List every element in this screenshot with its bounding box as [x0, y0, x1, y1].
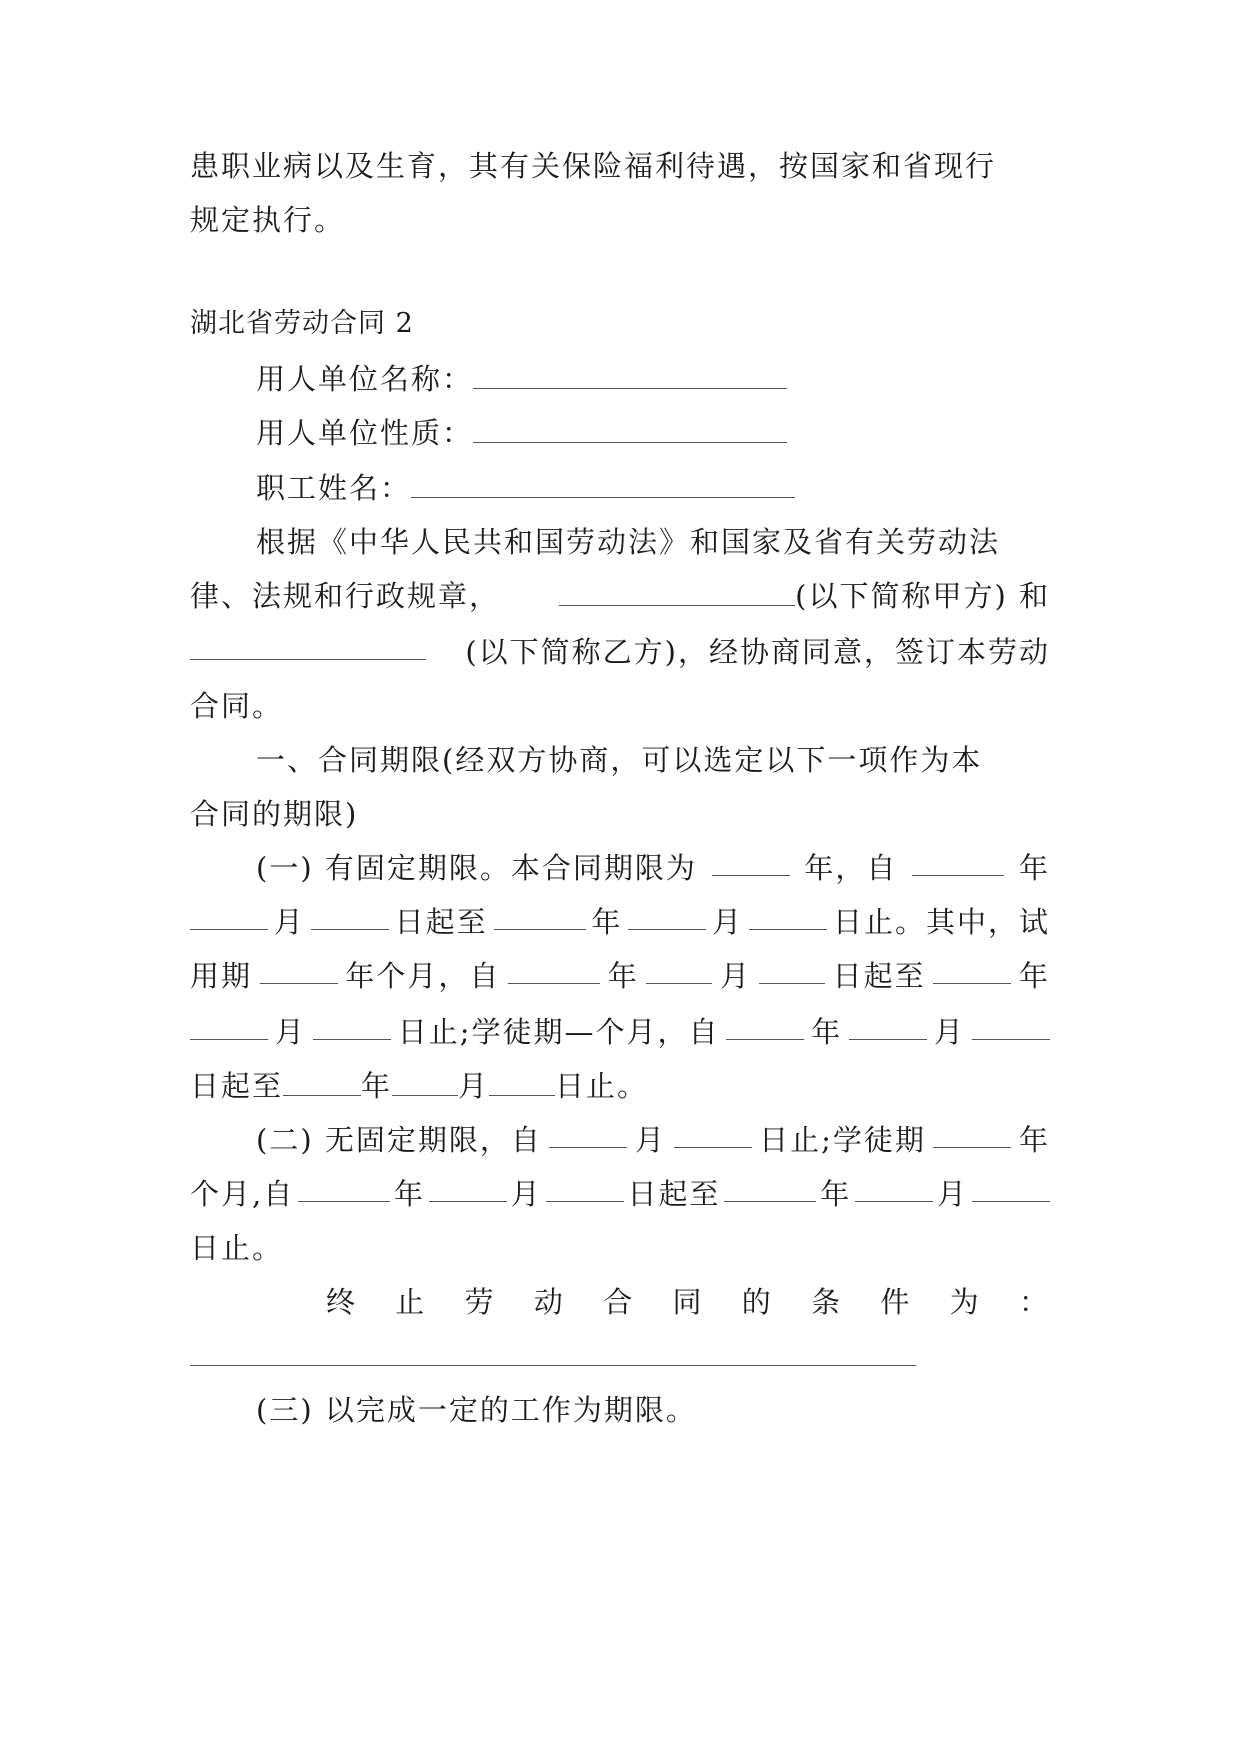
blank[interactable]	[724, 1174, 816, 1202]
fixed-term-line-4: 月 日止;学徒期—个月，自 年 月	[190, 1012, 1050, 1052]
blank[interactable]	[494, 902, 586, 930]
blank[interactable]	[933, 956, 1011, 984]
blank[interactable]	[489, 1068, 555, 1096]
blank[interactable]	[311, 902, 389, 930]
unit-name-blank[interactable]	[473, 361, 787, 389]
blank[interactable]	[628, 902, 706, 930]
paragraph-line: 合同。	[190, 689, 284, 723]
fixed-term-line-3: 用期 年个月，自 年 月 日起至 年	[190, 956, 1050, 996]
party-a-blank[interactable]	[559, 578, 795, 606]
blank[interactable]	[674, 1120, 752, 1148]
paragraph-line: 根据《中华人民共和国劳动法》和国家及省有关劳动法	[256, 525, 1001, 559]
blank[interactable]	[260, 956, 338, 984]
fixed-term-line-1: (一) 有固定期限。本合同期限为 年，自 年	[256, 848, 1050, 888]
blank[interactable]	[546, 1174, 624, 1202]
unit-nature-field	[256, 413, 856, 453]
blank[interactable]	[508, 956, 600, 984]
blank[interactable]	[759, 956, 825, 984]
open-term-line-1: (二) 无固定期限，自 月 日止;学徒期 年	[256, 1120, 1050, 1160]
blank[interactable]	[912, 848, 1004, 876]
paragraph-line: 患职业病以及生育，其有关保险福利待遇，按国家和省现行	[190, 149, 997, 183]
paragraph-line: 律、法规和行政规章， (以下简称甲方) 和	[190, 579, 1050, 613]
blank[interactable]	[429, 1174, 507, 1202]
unit-name-label: 用人单位名称：	[256, 362, 474, 396]
open-term-line-2: 个月,自 年 月 日起至 年 月	[190, 1174, 1050, 1214]
blank[interactable]	[313, 1012, 391, 1040]
blank[interactable]	[972, 1012, 1050, 1040]
paragraph-line: 规定执行。	[190, 203, 346, 237]
blank[interactable]	[855, 1174, 933, 1202]
blank[interactable]	[283, 1068, 361, 1096]
unit-name-field	[256, 359, 856, 399]
blank[interactable]	[190, 1012, 268, 1040]
blank[interactable]	[392, 1068, 458, 1096]
blank[interactable]	[712, 848, 790, 876]
blank[interactable]	[726, 1012, 804, 1040]
employee-name-label: 职工姓名：	[256, 471, 412, 505]
section-title: 湖北省劳动合同 2	[190, 308, 414, 339]
termination-conditions-line: 终 止 劳 动 合 同 的 条 件 为 ：	[326, 1285, 1050, 1319]
blank[interactable]	[646, 956, 712, 984]
blank[interactable]	[933, 1120, 1011, 1148]
blank[interactable]	[749, 902, 827, 930]
clause-heading: 一、合同期限(经双方协商，可以选定以下一项作为本	[256, 743, 983, 777]
termination-conditions-blank-line	[190, 1336, 1050, 1376]
open-term-line-3: 日止。	[190, 1231, 284, 1265]
employee-name-field	[256, 468, 856, 508]
blank[interactable]	[190, 902, 268, 930]
blank[interactable]	[849, 1012, 927, 1040]
blank[interactable]	[972, 1174, 1050, 1202]
termination-conditions-blank[interactable]	[190, 1338, 916, 1366]
fixed-term-line-5: 日起至 年 月 日止。	[190, 1069, 649, 1103]
blank[interactable]	[549, 1120, 627, 1148]
blank[interactable]	[298, 1174, 390, 1202]
unit-nature-label: 用人单位性质：	[256, 416, 474, 450]
unit-nature-blank[interactable]	[473, 415, 787, 443]
party-b-blank[interactable]	[190, 632, 426, 660]
fixed-term-line-2: 月 日起至 年 月 日止。其中，试	[190, 902, 1050, 942]
employee-name-blank[interactable]	[411, 470, 795, 498]
paragraph-line: (以下简称乙方)，经协商同意，签订本劳动	[190, 632, 1050, 672]
paragraph-line: 合同的期限)	[190, 797, 359, 831]
task-term-line: (三) 以完成一定的工作为期限。	[256, 1393, 697, 1427]
